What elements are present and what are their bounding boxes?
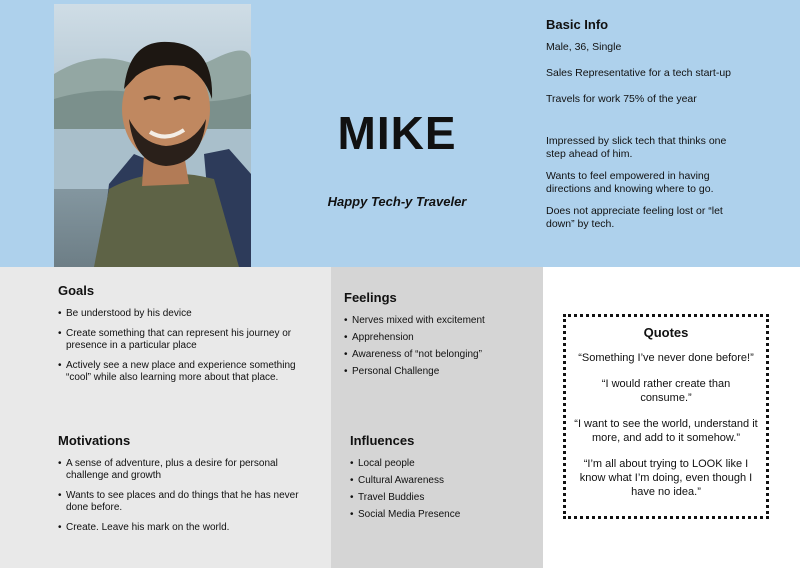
influences-heading: Influences <box>350 433 415 448</box>
feeling-item: • Nerves mixed with excitement <box>344 315 534 327</box>
basic-info-heading: Basic Info <box>546 17 609 32</box>
basic-info-traits <box>546 135 781 240</box>
quote-item: “I’m all about trying to LOOK like I know what I’m doing, even though I have no idea.” <box>579 458 753 498</box>
quote-item: “I want to see the world, understand it more, and add to it somehow.” <box>574 418 758 444</box>
influence-item: • Social Media Presence <box>350 509 530 521</box>
feelings-section <box>344 290 534 383</box>
feelings-list <box>344 315 534 378</box>
feelings-heading: Feelings <box>344 290 397 305</box>
goal-item: • Actively see a new place and experience something “cool” while also learning more about that place. <box>58 360 308 384</box>
influence-item: • Local people <box>350 458 530 470</box>
motivations-heading: Motivations <box>58 433 131 448</box>
quote-item: “I would rather create than consume.” <box>601 378 731 404</box>
feeling-item: • Apprehension <box>344 332 534 344</box>
quotes-box <box>563 314 769 519</box>
basic-info-panel <box>546 17 781 230</box>
motivation-item: • Create. Leave his mark on the world. <box>58 522 303 534</box>
goal-item: • Create something that can represent his journey or presence in a particular place <box>58 328 308 352</box>
persona-name: MIKE <box>337 107 457 159</box>
influence-item: • Cultural Awareness <box>350 475 530 487</box>
goals-heading: Goals <box>58 283 95 298</box>
influences-section <box>350 433 530 526</box>
motivation-item: • A sense of adventure, plus a desire for personal challenge and growth <box>58 458 303 482</box>
basic-info-travel: Travels for work 75% of the year <box>546 93 697 105</box>
basic-info-occupation: Sales Representative for a tech start-up <box>546 67 732 79</box>
feeling-item: • Personal Challenge <box>344 366 534 378</box>
trait-item: Does not appreciate feeling lost or “let down” by tech. <box>546 205 723 230</box>
influence-item: • Travel Buddies <box>350 492 530 504</box>
goals-section <box>58 283 308 392</box>
persona-photo-illustration <box>54 4 251 267</box>
persona-tagline: Happy Tech-y Traveler <box>327 194 467 209</box>
basic-info-demographics: Male, 36, Single <box>546 41 622 53</box>
motivations-list <box>58 458 303 534</box>
quote-item: “Something I’ve never done before!” <box>578 352 754 364</box>
goal-item: • Be understood by his device <box>58 308 308 320</box>
goals-list <box>58 308 308 384</box>
persona-photo <box>54 4 251 267</box>
motivations-section <box>58 433 303 542</box>
motivation-item: • Wants to see places and do things that he has never done before. <box>58 490 303 514</box>
influences-list <box>350 458 530 521</box>
feeling-item: • Awareness of “not belonging” <box>344 349 534 361</box>
trait-item: Wants to feel empowered in having directions and knowing where to go. <box>546 170 714 195</box>
trait-item: Impressed by slick tech that thinks one step ahead of him. <box>546 135 727 160</box>
quotes-heading: Quotes <box>643 325 689 340</box>
